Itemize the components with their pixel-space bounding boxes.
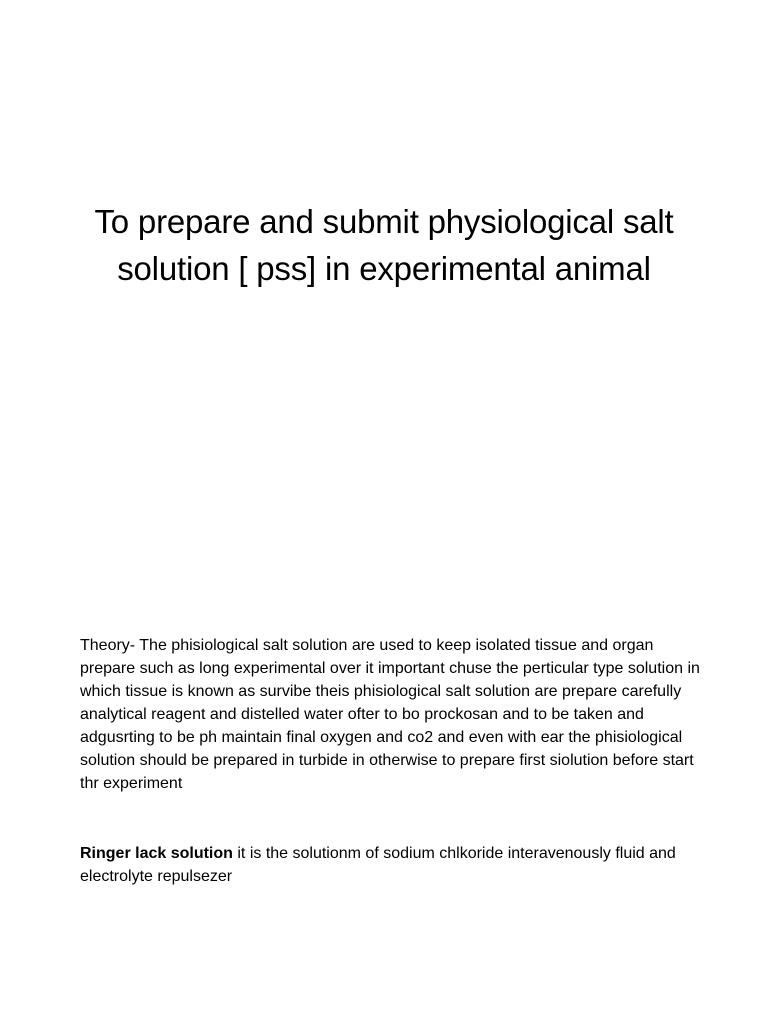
ringer-paragraph — [80, 842, 700, 888]
theory-paragraph: Theory- The phisiological salt solution are used to keep isolated tissue and organ prepare such as long experimental over it important chuse the perticular type solution in which tissue is known as survibe theis phisiological salt solution are prepare carefully analytical reagent and distelled water ofter to bo prockosan and to be taken and adgusrting to be ph maintain final oxygen and co2 and even with ear the phisiological solution should be prepared in turbide in otherwise to prepare first siolution before start thr experiment — [80, 637, 700, 792]
ringer-description: it is the solutionm of sodium chlkoride interavenously fluid and electrolyte repulsezer — [80, 845, 676, 885]
ringer-heading: Ringer lack solution — [80, 845, 233, 862]
page-title: To prepare and submit physiological salt solution [ pss] in experimental animal — [94, 203, 674, 287]
